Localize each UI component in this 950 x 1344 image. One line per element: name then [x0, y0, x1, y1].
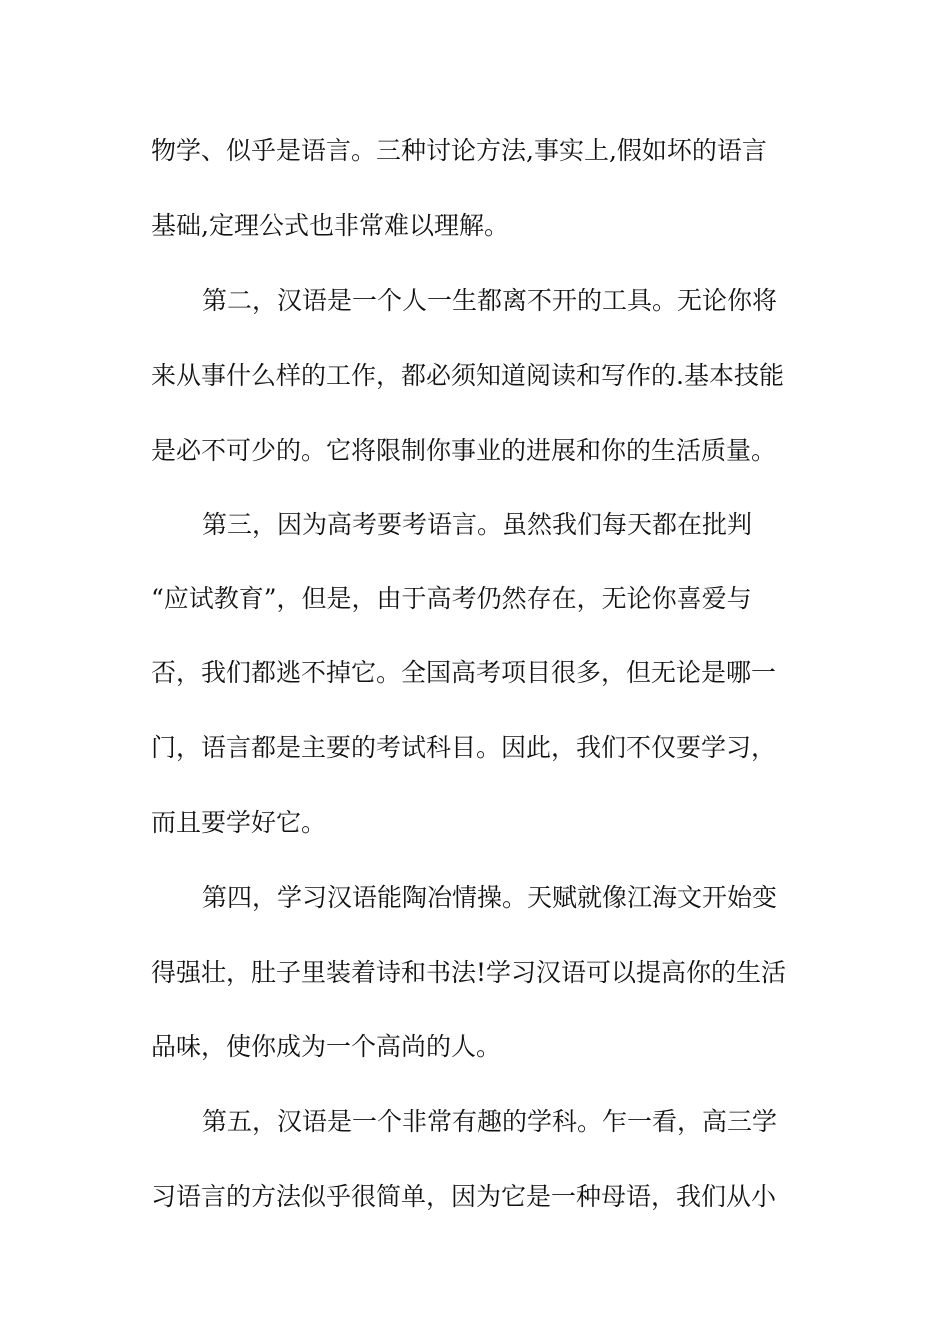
paragraph-start-line: 第二，汉语是一个人一生都离不开的工具。无论你将 [202, 286, 778, 315]
text-line: 来从事什么样的工作，都必须知道阅读和写作的.基本技能 [151, 361, 784, 390]
text-line: 否，我们都逃不掉它。全国高考项目很多，但无论是哪一 [151, 658, 777, 687]
text-line: “应试教育”，但是，由于高考仍然存在，无论你喜爱与 [151, 584, 752, 613]
text-line: 门，语言都是主要的考试科目。因此，我们不仅要学习， [151, 733, 777, 762]
paragraph-start-line: 第四，学习汉语能陶冶情操。天赋就像江海文开始变 [202, 883, 778, 912]
paragraph-start-line: 第三，因为高考要考语言。虽然我们每天都在批判 [202, 510, 753, 539]
text-line: 而且要学好它。 [151, 808, 327, 837]
text-line: 基础,定理公式也非常难以理解。 [151, 211, 509, 240]
text-line: 习语言的方法似乎很简单，因为它是一种母语，我们从小 [151, 1182, 777, 1211]
paragraph-start-line: 第五，汉语是一个非常有趣的学科。乍一看，高三学 [202, 1107, 778, 1136]
text-line: 是必不可少的。它将限制你事业的进展和你的生活质量。 [151, 436, 777, 465]
text-line: 物学、似乎是语言。三种讨论方法,事实上,假如坏的语言 [151, 136, 767, 165]
text-line: 品味，使你成为一个高尚的人。 [151, 1032, 502, 1061]
text-line: 得强壮，肚子里装着诗和书法!学习汉语可以提高你的生活 [151, 958, 787, 987]
